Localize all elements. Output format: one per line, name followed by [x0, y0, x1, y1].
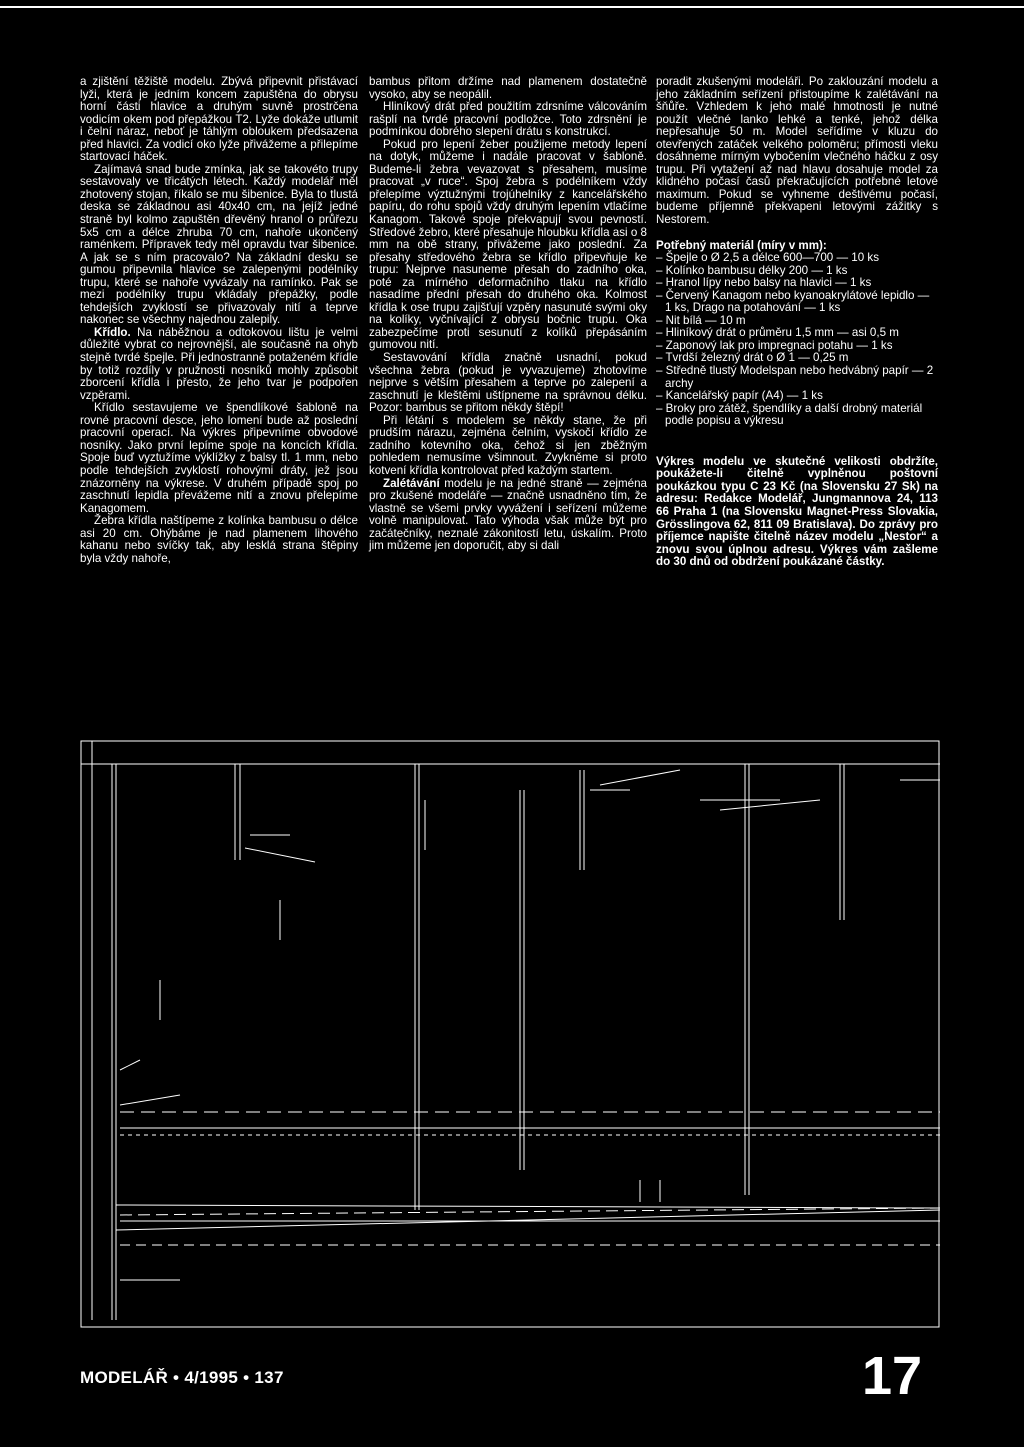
- materials-item: – Kancelářský papír (A4) — 1 ks: [656, 389, 823, 403]
- drawing-detail-line: [120, 1060, 140, 1070]
- drawing-detail-line: [245, 848, 315, 862]
- top-rule: [0, 6, 1024, 8]
- paragraph: bambus přitom držíme nad plamenem dostatečně vysoko, aby se neopálil.: [369, 75, 647, 101]
- materials-item: – Hliníkový drát o průměru 1,5 mm — asi 0,5 m: [656, 326, 899, 340]
- drawing-detail-line: [720, 800, 820, 810]
- text-column-1: [80, 76, 358, 565]
- materials-item: – Středně tlustý Modelspan nebo hedvábný papír — 2 archy: [656, 364, 934, 390]
- paragraph: Zajímavá snad bude zmínka, jak se takovéto trupy sestavovaly ve třicátých létech. Každý modelář měl zhotovený stojan, říkalo se mu šibenice. Byla to tlustá deska se základnou asi 40x40 cm, na jejíž jedné straně byl kolmo zapuštěn dřevěný hranol o průřezu 5x5 cm a délce zhruba 70 cm, nahoře ukončený raménkem. Přípravek tedy měl opravdu tvar šibenice. A jak se s ním pracovalo? Na základní desku se gumou připevnila hlavice se zalepenými podélníky trupu, které se nahoře vyvázaly na ramínko. Pak se mezi podélníky trupu vkládaly přepážky, podle tehdejších zvyklostí se přivazovaly nití a teprve nakonec se všechny najednou zalepily.: [80, 162, 358, 327]
- section-heading-wing: Křídlo.: [94, 325, 131, 339]
- text-column-3: [656, 76, 938, 569]
- section-heading-trimming: Zalétávání: [383, 476, 440, 490]
- materials-item: – Hranol lípy nebo balsy na hlavici — 1 ks: [656, 276, 872, 290]
- drawing-frame: [81, 741, 939, 1327]
- materials-item: – Červený Kanagom nebo kyanoakrylátové lepidlo — 1 ks, Drago na potahování — 1 ks: [656, 288, 930, 315]
- materials-item: – Broky pro zátěž, špendlíky a další drobný materiál podle popisu a výkresu: [656, 401, 923, 428]
- paragraph-trimming: [369, 478, 647, 553]
- drawing-trailing-line: [116, 1210, 940, 1230]
- materials-list: [656, 252, 938, 428]
- drawing-detail-line: [600, 770, 680, 785]
- paragraph-text: Na náběžnou a odtokovou lištu je velmi důležité vybrat co nejrovnější, ale současně na ohyb stejně tvrdé špejle. Při jednostranně potaženém křídle by totiž rozdíly v pružnosti nosníků mohly způsobit zborcení křídla i přesto, že jeho tvar je podpořen vzpěrami.: [80, 325, 358, 402]
- materials-heading: Potřebný materiál (míry v mm):: [656, 238, 827, 252]
- paragraph: poradit zkušenými modeláři. Po zaklouzání modelu a jeho základním seřízení přistoupíme k zalétávání na šňůře. Vzhledem k jeho malé hmotnosti je nutné použít vlečné lanko lehké a tenké, jehož délka nepřesahuje 50 m. Model seřídíme v kluzu do otevřených zatáček velkého poloměru; přímosti vleku dosáhneme mírným vybočením vlečného háčku z osy trupu. Při vytažení až nad hlavu dosahuje model za klidného počasí časů překračujících potřebné letové maximum. Pokud se vyhneme deštivému počasí, budeme příjemně překvapeni letovými zážitky s Nestorem.: [656, 75, 938, 227]
- paragraph: Žebra křídla naštípeme z kolínka bambusu o délce asi 20 cm. Ohýbáme je nad plamenem lihového kahanu nebo svíčky tak, aby lesklá strana štěpiny byla vždy nahoře,: [80, 514, 358, 565]
- materials-item: – Špejle o Ø 2,5 a délce 600—700 — 10 ks: [656, 251, 879, 265]
- paragraph: Hliníkový drát před použitím zdrsníme válcováním rašplí na tvrdé pracovní podložce. Toto zdrsnění je podmínkou dobrého slepení drátu s konstrukcí.: [369, 100, 647, 139]
- drawing-trailing-dashed: [120, 1208, 940, 1215]
- drawing-trailing-line: [116, 1205, 940, 1208]
- magazine-footer: MODELÁŘ • 4/1995 • 137: [80, 1368, 284, 1387]
- paragraph: Sestavování křídla značně usnadní, pokud všechna žebra (pokud je vyvazujeme) zhotovíme nejprve s větším přesahem a teprve po zalepení a zaschnutí je kleštěmi uštípneme na správnou délku. Pozor: bambus se přitom někdy štěpí!: [369, 351, 647, 415]
- materials-item: – Kolínko bambusu délky 200 — 1 ks: [656, 263, 848, 277]
- wing-plan-drawing: [80, 740, 942, 1330]
- paragraph-text: modelu je na jedné straně — zejména pro zkušené modeláře — značně usnadněno tím, že vlastně se všemi prvky vyvážení i seřízení můžeme volně manipulovat. Tato výhoda však může být pro začátečníky, neznalé zákonitostí letu, úskalím. Proto jim můžeme jen doporučit, aby si dali: [369, 476, 647, 553]
- materials-item: – Nit bílá — 10 m: [656, 313, 746, 327]
- paragraph: Křídlo sestavujeme ve špendlíkové šabloně na rovné pracovní desce, jeho lomení bude až poslední pracovní operací. Na výkres připevníme obvodové nosníky. Jako první lepíme spoje na koncích křídla. Spoje buď vyztužíme výklížky z balsy tl. 1 mm, nebo podle tehdejších zvyklostí rohovými dráty, jež jsou znázorněny na výkrese. V druhém případě spoj po zaschnutí lepidla převážeme nití a znovu přelepíme Kanagomem.: [80, 401, 358, 515]
- page-number: 17: [862, 1346, 923, 1406]
- paragraph: a zjištění těžiště modelu. Zbývá připevnit přistávací lyži, která je jedním koncem zapuštěna do obrysu horní části hlavice a druhým suvně prostrčena vodicím okem pod přepážkou T2. Lyže dokáže utlumit i čelní náraz, neboť je táhlým obloukem předsazena před hlavici. Za vodicí oko lyže přivážeme a přilepíme startovací háček.: [80, 75, 358, 164]
- materials-item: – Zaponový lak pro impregnaci potahu — 1 ks: [656, 338, 893, 352]
- plan-order-notice: Výkres modelu ve skutečné velikosti obdržíte, poukážete-li čitelně vyplněnou poštovní poukázkou typu C 23 Kč (na Slovensku 27 Sk) na adresu: Redakce Modelář, Jungmannova 24, 113 66 Praha 1 (na Slovensku Magnet-Press Slovakia, Grösslingova 62, 811 09 Bratislava). Do zprávy pro příjemce napište čitelně název modelu „Nestor“ a znovu svou úplnou adresu. Výkres vám zašleme do 30 dnů od obdržení poukázané částky.: [656, 454, 938, 569]
- paragraph: Při létání s modelem se někdy stane, že při prudším nárazu, zejména čelním, vyskočí křídlo ze zadního kotevního oka, čehož si jen zběžným pohledem nemusíme všimnout. Zvykněme si proto kotvení křídla kontrolovat před každým startem.: [369, 413, 647, 477]
- materials-item: – Tvrdší železný drát o Ø 1 — 0,25 m: [656, 351, 849, 365]
- paragraph-wing: [80, 327, 358, 402]
- paragraph: Pokud pro lepení žeber použijeme metody lepení na dotyk, můžeme i nadále pracovat v šabloně. Budeme-li žebra vevazovat s přesahem, musíme pracovat „v ruce“. Spoj žebra s podélníkem vždy přelepíme výztužnými trojúhelníky z kancelářského papíru, do rohu spojů vždy druhým lepením vtlačíme Kanagom. Takové spoje překvapují svou pevností. Středové žebro, které přesahuje hloubku křídla asi o 8 mm na obě strany, přivážeme jako poslední. Za přesahy středového žebra se křídlo připevňuje ke trupu: Nejprve nasuneme přesah do zadního oka, poté za mírného deformačního tlaku na křídlo nasadíme přední přesah do druhého oka. Kolmost křídla k ose trupu zajišťují vzpěry nasunuté svými oky na kolíky, vyčnívající z obrysu bočnic trupu. Oka zabezpečíme proti sesunutí z kolíků přepásáním gumovou nití.: [369, 137, 647, 352]
- drawing-detail-line: [120, 1095, 180, 1105]
- text-column-2: [369, 76, 647, 553]
